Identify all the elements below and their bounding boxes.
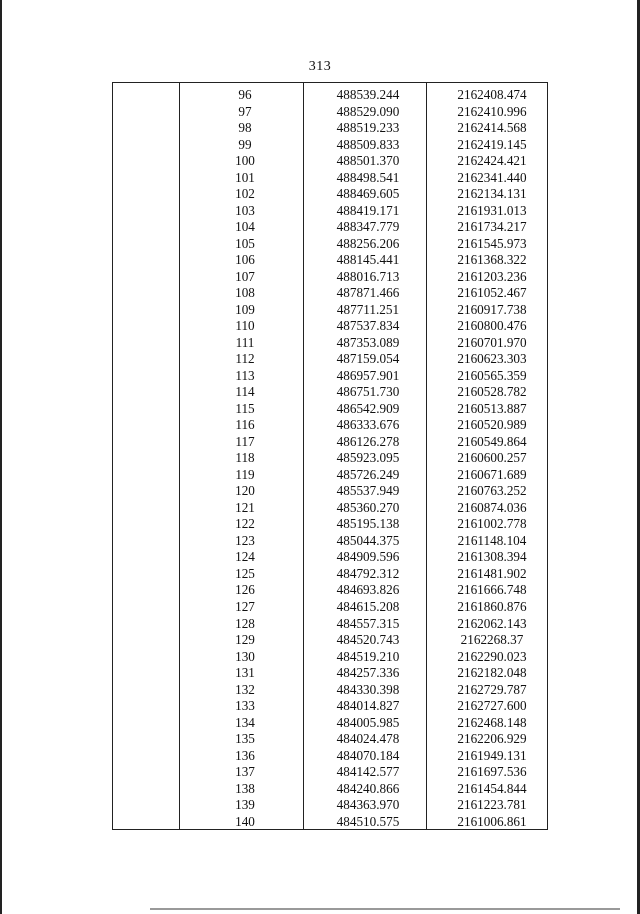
table-row: [113, 500, 549, 517]
x-coordinate-cell: 487159.054: [336, 351, 400, 367]
y-coordinate-cell: 2160874.036: [457, 499, 527, 515]
y-coordinate-cell: 2160528.782: [457, 384, 527, 400]
y-coordinate-cell: 2160671.689: [457, 466, 527, 482]
point-number-cell: 113: [235, 367, 255, 383]
x-coordinate-cell: 484240.866: [336, 780, 400, 796]
table-row: [113, 252, 549, 269]
table-row: [113, 104, 549, 121]
point-number-cell: 137: [235, 764, 255, 780]
point-number-cell: 121: [235, 499, 255, 515]
x-coordinate-cell: 487871.466: [336, 285, 400, 301]
table-row: [113, 665, 549, 682]
point-number-cell: 97: [238, 103, 252, 119]
table-row: [113, 351, 549, 368]
y-coordinate-cell: 2162134.131: [457, 186, 527, 202]
x-coordinate-cell: 488529.090: [336, 103, 400, 119]
point-number-cell: 131: [235, 665, 255, 681]
point-number-cell: 109: [235, 301, 255, 317]
point-number-cell: 139: [235, 797, 255, 813]
y-coordinate-cell: 2160600.257: [457, 450, 527, 466]
x-coordinate-cell: 484693.826: [336, 582, 400, 598]
y-coordinate-cell: 2160763.252: [457, 483, 527, 499]
point-number-cell: 117: [235, 433, 255, 449]
x-coordinate-cell: 484519.210: [336, 648, 400, 664]
point-number-cell: 108: [235, 285, 255, 301]
table-row: [113, 186, 549, 203]
y-coordinate-cell: 2161860.876: [457, 598, 527, 614]
table-row: [113, 599, 549, 616]
table-body: [113, 87, 549, 830]
point-number-cell: 101: [235, 169, 255, 185]
y-coordinate-cell: 2161052.467: [457, 285, 527, 301]
x-coordinate-cell: 486542.909: [336, 400, 400, 416]
y-coordinate-cell: 2162062.143: [457, 615, 527, 631]
point-number-cell: 99: [238, 136, 252, 152]
x-coordinate-cell: 484070.184: [336, 747, 400, 763]
y-coordinate-cell: 2161666.748: [457, 582, 527, 598]
point-number-cell: 115: [235, 400, 255, 416]
table-row: [113, 516, 549, 533]
x-coordinate-cell: 487711.251: [336, 301, 400, 317]
point-number-cell: 116: [235, 417, 255, 433]
point-number-cell: 130: [235, 648, 255, 664]
y-coordinate-cell: 2161002.778: [457, 516, 527, 532]
table-row: [113, 450, 549, 467]
y-coordinate-cell: 2162419.145: [457, 136, 527, 152]
point-number-cell: 114: [235, 384, 255, 400]
x-coordinate-cell: 484142.577: [336, 764, 400, 780]
x-coordinate-cell: 485726.249: [336, 466, 400, 482]
point-number-cell: 125: [235, 565, 255, 581]
y-coordinate-cell: 2161006.861: [457, 813, 527, 829]
y-coordinate-cell: 2161368.322: [457, 252, 527, 268]
x-coordinate-cell: 486333.676: [336, 417, 400, 433]
point-number-cell: 128: [235, 615, 255, 631]
table-row: [113, 203, 549, 220]
x-coordinate-cell: 486126.278: [336, 433, 400, 449]
x-coordinate-cell: 484615.208: [336, 598, 400, 614]
table-row: [113, 731, 549, 748]
y-coordinate-cell: 2161481.902: [457, 565, 527, 581]
y-coordinate-cell: 2161454.844: [457, 780, 527, 796]
point-number-cell: 103: [235, 202, 255, 218]
point-number-cell: 111: [235, 334, 255, 350]
scan-border-left: [0, 0, 2, 914]
table-row: [113, 434, 549, 451]
table-row: [113, 797, 549, 814]
table-row: [113, 483, 549, 500]
table-row: [113, 120, 549, 137]
point-number-cell: 129: [235, 632, 255, 648]
x-coordinate-cell: 484363.970: [336, 797, 400, 813]
table-row: [113, 368, 549, 385]
x-coordinate-cell: 484014.827: [336, 698, 400, 714]
y-coordinate-cell: 2162182.048: [457, 665, 527, 681]
y-coordinate-cell: 2162410.996: [457, 103, 527, 119]
x-coordinate-cell: 484005.985: [336, 714, 400, 730]
x-coordinate-cell: 484330.398: [336, 681, 400, 697]
y-coordinate-cell: 2161148.104: [457, 532, 527, 548]
table-row: [113, 236, 549, 253]
table-row: [113, 335, 549, 352]
x-coordinate-cell: 484510.575: [336, 813, 400, 829]
y-coordinate-cell: 2161734.217: [457, 219, 527, 235]
point-number-cell: 127: [235, 598, 255, 614]
y-coordinate-cell: 2161545.973: [457, 235, 527, 251]
table-row: [113, 748, 549, 765]
x-coordinate-cell: 484557.315: [336, 615, 400, 631]
y-coordinate-cell: 2162727.600: [457, 698, 527, 714]
y-coordinate-cell: 2162468.148: [457, 714, 527, 730]
table-row: [113, 566, 549, 583]
y-coordinate-cell: 2160701.970: [457, 334, 527, 350]
x-coordinate-cell: 488145.441: [336, 252, 400, 268]
x-coordinate-cell: 488256.206: [336, 235, 400, 251]
y-coordinate-cell: 2162268.37: [460, 632, 524, 648]
point-number-cell: 122: [235, 516, 255, 532]
table-row: [113, 764, 549, 781]
coordinates-table: [112, 82, 548, 830]
y-coordinate-cell: 2160565.359: [457, 367, 527, 383]
table-row: [113, 219, 549, 236]
x-coordinate-cell: 488501.370: [336, 153, 400, 169]
point-number-cell: 102: [235, 186, 255, 202]
table-row: [113, 533, 549, 550]
table-row: [113, 170, 549, 187]
point-number-cell: 119: [235, 466, 255, 482]
page-number: 313: [308, 59, 332, 74]
point-number-cell: 110: [235, 318, 255, 334]
table-row: [113, 302, 549, 319]
table-row: [113, 137, 549, 154]
y-coordinate-cell: 2162424.421: [457, 153, 527, 169]
point-number-cell: 124: [235, 549, 255, 565]
table-row: [113, 285, 549, 302]
x-coordinate-cell: 485360.270: [336, 499, 400, 515]
x-coordinate-cell: 488419.171: [336, 202, 400, 218]
table-row: [113, 781, 549, 798]
table-row: [113, 467, 549, 484]
point-number-cell: 106: [235, 252, 255, 268]
point-number-cell: 126: [235, 582, 255, 598]
table-row: [113, 153, 549, 170]
x-coordinate-cell: 486751.730: [336, 384, 400, 400]
y-coordinate-cell: 2162408.474: [457, 87, 527, 102]
y-coordinate-cell: 2160917.738: [457, 301, 527, 317]
table-row: [113, 384, 549, 401]
table-row: [113, 632, 549, 649]
point-number-cell: 123: [235, 532, 255, 548]
y-coordinate-cell: 2162341.440: [457, 169, 527, 185]
point-number-cell: 105: [235, 235, 255, 251]
point-number-cell: 135: [235, 731, 255, 747]
point-number-cell: 133: [235, 698, 255, 714]
y-coordinate-cell: 2162290.023: [457, 648, 527, 664]
x-coordinate-cell: 485923.095: [336, 450, 400, 466]
x-coordinate-cell: 488347.779: [336, 219, 400, 235]
table-row: [113, 269, 549, 286]
y-coordinate-cell: 2161931.013: [457, 202, 527, 218]
table-row: [113, 682, 549, 699]
x-coordinate-cell: 488519.233: [336, 120, 400, 136]
table-row: [113, 649, 549, 666]
point-number-cell: 112: [235, 351, 255, 367]
point-number-cell: 118: [235, 450, 255, 466]
x-coordinate-cell: 485195.138: [336, 516, 400, 532]
point-number-cell: 100: [235, 153, 255, 169]
y-coordinate-cell: 2162206.929: [457, 731, 527, 747]
x-coordinate-cell: 488539.244: [336, 87, 400, 102]
table-row: [113, 582, 549, 599]
x-coordinate-cell: 484024.478: [336, 731, 400, 747]
point-number-cell: 138: [235, 780, 255, 796]
point-number-cell: 104: [235, 219, 255, 235]
table-row: [113, 401, 549, 418]
x-coordinate-cell: 485537.949: [336, 483, 400, 499]
table-row: [113, 698, 549, 715]
y-coordinate-cell: 2161949.131: [457, 747, 527, 763]
scan-bottom-line: [150, 908, 620, 910]
y-coordinate-cell: 2161308.394: [457, 549, 527, 565]
y-coordinate-cell: 2160520.989: [457, 417, 527, 433]
table-row: [113, 616, 549, 633]
y-coordinate-cell: 2160623.303: [457, 351, 527, 367]
table-row: [113, 549, 549, 566]
y-coordinate-cell: 2161697.536: [457, 764, 527, 780]
x-coordinate-cell: 488498.541: [336, 169, 400, 185]
point-number-cell: 132: [235, 681, 255, 697]
x-coordinate-cell: 484520.743: [336, 632, 400, 648]
x-coordinate-cell: 487353.089: [336, 334, 400, 350]
y-coordinate-cell: 2162729.787: [457, 681, 527, 697]
x-coordinate-cell: 484792.312: [336, 565, 400, 581]
x-coordinate-cell: 485044.375: [336, 532, 400, 548]
y-coordinate-cell: 2161223.781: [457, 797, 527, 813]
x-coordinate-cell: 484909.596: [336, 549, 400, 565]
y-coordinate-cell: 2160800.476: [457, 318, 527, 334]
x-coordinate-cell: 484257.336: [336, 665, 400, 681]
table-row: [113, 814, 549, 831]
point-number-cell: 136: [235, 747, 255, 763]
y-coordinate-cell: 2160513.887: [457, 400, 527, 416]
y-coordinate-cell: 2160549.864: [457, 433, 527, 449]
table-row: [113, 715, 549, 732]
table-row: [113, 417, 549, 434]
y-coordinate-cell: 2162414.568: [457, 120, 527, 136]
x-coordinate-cell: 487537.834: [336, 318, 400, 334]
x-coordinate-cell: 486957.901: [336, 367, 400, 383]
x-coordinate-cell: 488016.713: [336, 268, 400, 284]
point-number-cell: 140: [235, 813, 255, 829]
table-row: [113, 87, 549, 104]
y-coordinate-cell: 2161203.236: [457, 268, 527, 284]
point-number-cell: 134: [235, 714, 255, 730]
table-row: [113, 318, 549, 335]
point-number-cell: 96: [238, 87, 252, 102]
x-coordinate-cell: 488509.833: [336, 136, 400, 152]
point-number-cell: 98: [238, 120, 252, 136]
point-number-cell: 107: [235, 268, 255, 284]
x-coordinate-cell: 488469.605: [336, 186, 400, 202]
point-number-cell: 120: [235, 483, 255, 499]
